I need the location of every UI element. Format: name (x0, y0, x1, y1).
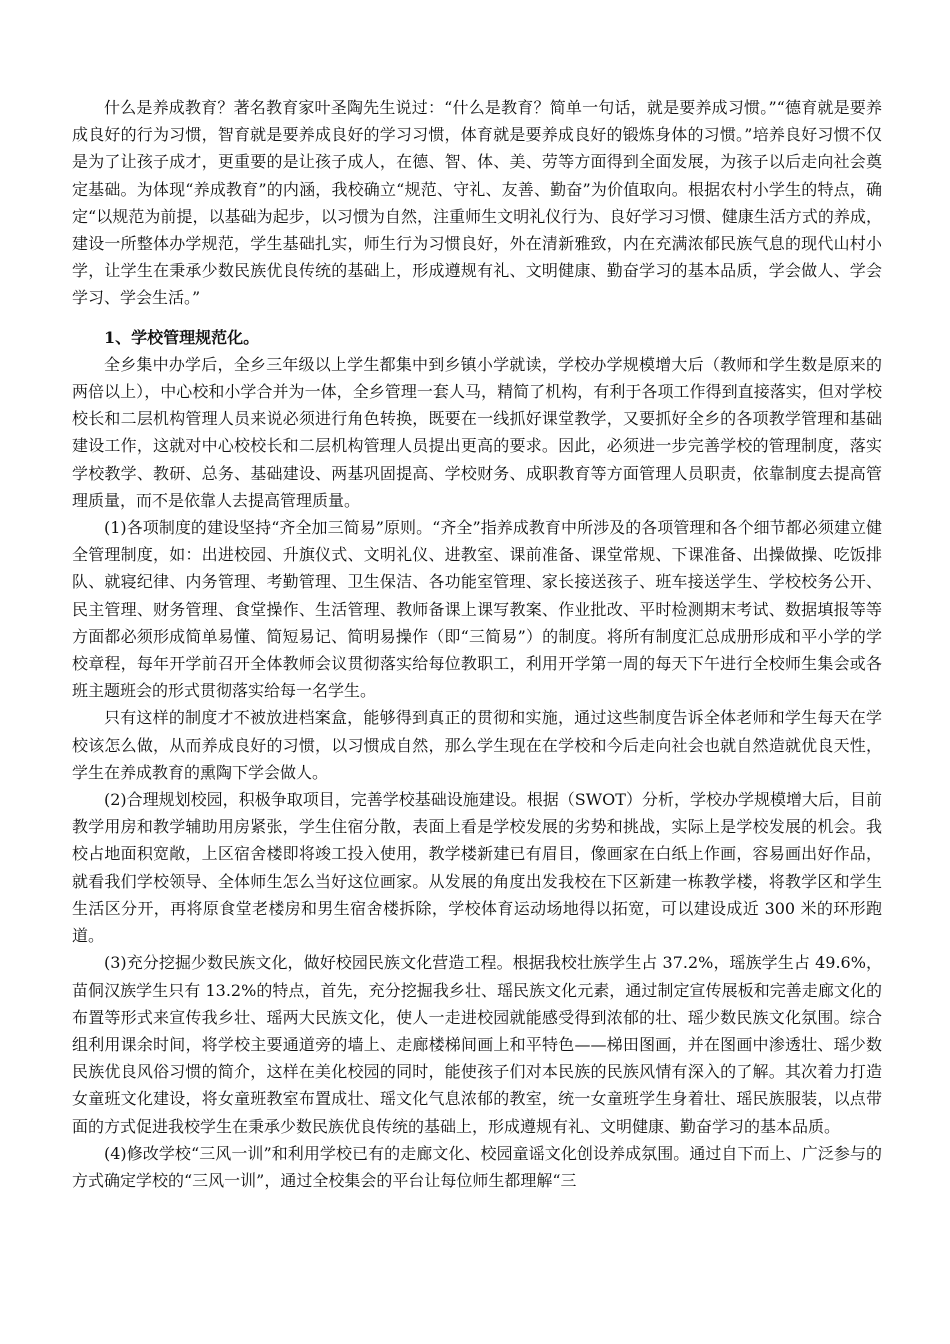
intro-paragraph: 什么是养成教育？著名教育家叶圣陶先生说过：“什么是教育？简单一句话，就是要养成习惯。”“德育就是要养成良好的行为习惯，智育就是要养成良好的学习习惯，体育就是要养成良好的锻炼身体的习惯。”培养良好习惯不仅是为了让孩子成才，更重要的是让孩子成人，在德、智、体、美、劳等方面得到全面发展，为孩子以后走向社会奠定基础。为体现“养成教育”的内涵，我校确立“规范、守礼、友善、勤奋”为价值取向。根据农村小学生的特点，确定“以规范为前提，以基础为起步，以习惯为自然，注重师生文明礼仪行为、良好学习习惯、健康生活方式的养成，建设一所整体办学规范，学生基础扎实，师生行为习惯良好，外在清新雅致，内在充满浓郁民族气息的现代山村小学，让学生在秉承少数民族优良传统的基础上，形成遵规有礼、文明健康、勤奋学习的基本品质，学会做人、学会学习、学会生活。” (72, 98, 882, 308)
paragraph: (2)合理规划校园，积极争取项目，完善学校基础设施建设。根据（SWOT）分析，学校办学规模增大后，目前教学用房和教学辅助用房紧张，学生住宿分散，表面上看是学校发展的劣势和挑战，实际上是学校发展的机会。我校占地面积宽敞，上区宿舍楼即将竣工投入使用，教学楼新建已有眉目，像画家在白纸上作画，容易画出好作品，就看我们学校领导、全体师生怎么当好这位画家。从发展的角度出发我校在下区新建一栋教学楼，将教学区和学生生活区分开，再将原食堂老楼房和男生宿舍楼拆除，学校体育运动场地得以拓宽，可以建设成近 300 米的环形跑道。 (72, 790, 882, 946)
paragraph: 只有这样的制度才不被放进档案盒，能够得到真正的贯彻和实施，通过这些制度告诉全体老师和学生每天在学校该怎么做，从而养成良好的习惯，以习惯成自然，那么学生现在在学校和今后走向社会也就自然造就优良天性，学生在养成教育的熏陶下学会做人。 (72, 708, 882, 782)
paragraph: (4)修改学校“三风一训”和利用学校已有的走廊文化、校园童谣文化创设养成氛围。通过自下而上、广泛参与的方式确定学校的“三风一训”，通过全校集会的平台让每位师生都理解“三 (72, 1143, 882, 1190)
paragraph: 全乡集中办学后，全乡三年级以上学生都集中到乡镇小学就读，学校办学规模增大后（教师和学生数是原来的两倍以上），中心校和小学合并为一体，全乡管理一套人马，精简了机构，有利于各项工作得到直接落实，但对学校校长和二层机构管理人员来说必须进行角色转换，既要在一线抓好课堂教学，又要抓好全乡的各项教学管理和基础建设工作，这就对中心校校长和二层机构管理人员提出更高的要求。因此，必须进一步完善学校的管理制度，落实学校教学、教研、总务、基础建设、两基巩固提高、学校财务、成职教育等方面管理人员职责，依靠制度去提高管理质量，而不是依靠人去提高管理质量。 (72, 354, 882, 510)
paragraph: (1)各项制度的建设坚持“齐全加三简易”原则。“齐全”指养成教育中所涉及的各项管理和各个细节都必须建立健全管理制度，如：出进校园、升旗仪式、文明礼仪、进教室、课前准备、课堂常规、下课准备、出操做操、吃饭排队、就寝纪律、内务管理、考勤管理、卫生保洁、各功能室管理、家长接送孩子、班车接送学生、学校校务公开、民主管理、财务管理、食堂操作、生活管理、教师备课上课写教案、作业批改、平时检测期末考试、数据填报等等方面都必须形成简单易懂、简短易记、简明易操作（即“三简易”）的制度。将所有制度汇总成册形成和平小学的学校章程，每年开学前召开全体教师会议贯彻落实给每位教职工，利用开学第一周的每天下午进行全校师生集会或各班主题班会的形式贯彻落实给每一名学生。 (72, 518, 882, 701)
document-page (72, 94, 882, 1194)
paragraph: (3)充分挖掘少数民族文化，做好校园民族文化营造工程。根据我校壮族学生占 37.2%，瑶族学生占 49.6%，苗侗汉族学生只有 13.2%的特点，首先，充分挖掘我乡壮、瑶民族文化元素，通过制定宣传展板和完善走廊文化的布置等形式来宣传我乡壮、瑶两大民族文化，使人一走进校园就能感受得到浓郁的壮、瑶少数民族文化氛围。综合组利用课余时间，将学校主要通道旁的墙上、走廊楼梯间画上和平特色——梯田图画，并在图画中渗透壮、瑶少数民族优良风俗习惯的简介，这样在美化校园的同时，能使孩子们对本民族的民族风情有深入的了解。其次着力打造女童班文化建设，将女童班教室布置成壮、瑶文化气息浓郁的教室，统一女童班学生身着壮、瑶民族服装，以点带面的方式促进我校学生在秉承少数民族优良传统的基础上，形成遵规有礼、文明健康、勤奋学习的基本品质。 (72, 953, 882, 1136)
section-heading: 1、学校管理规范化。 (104, 327, 260, 347)
